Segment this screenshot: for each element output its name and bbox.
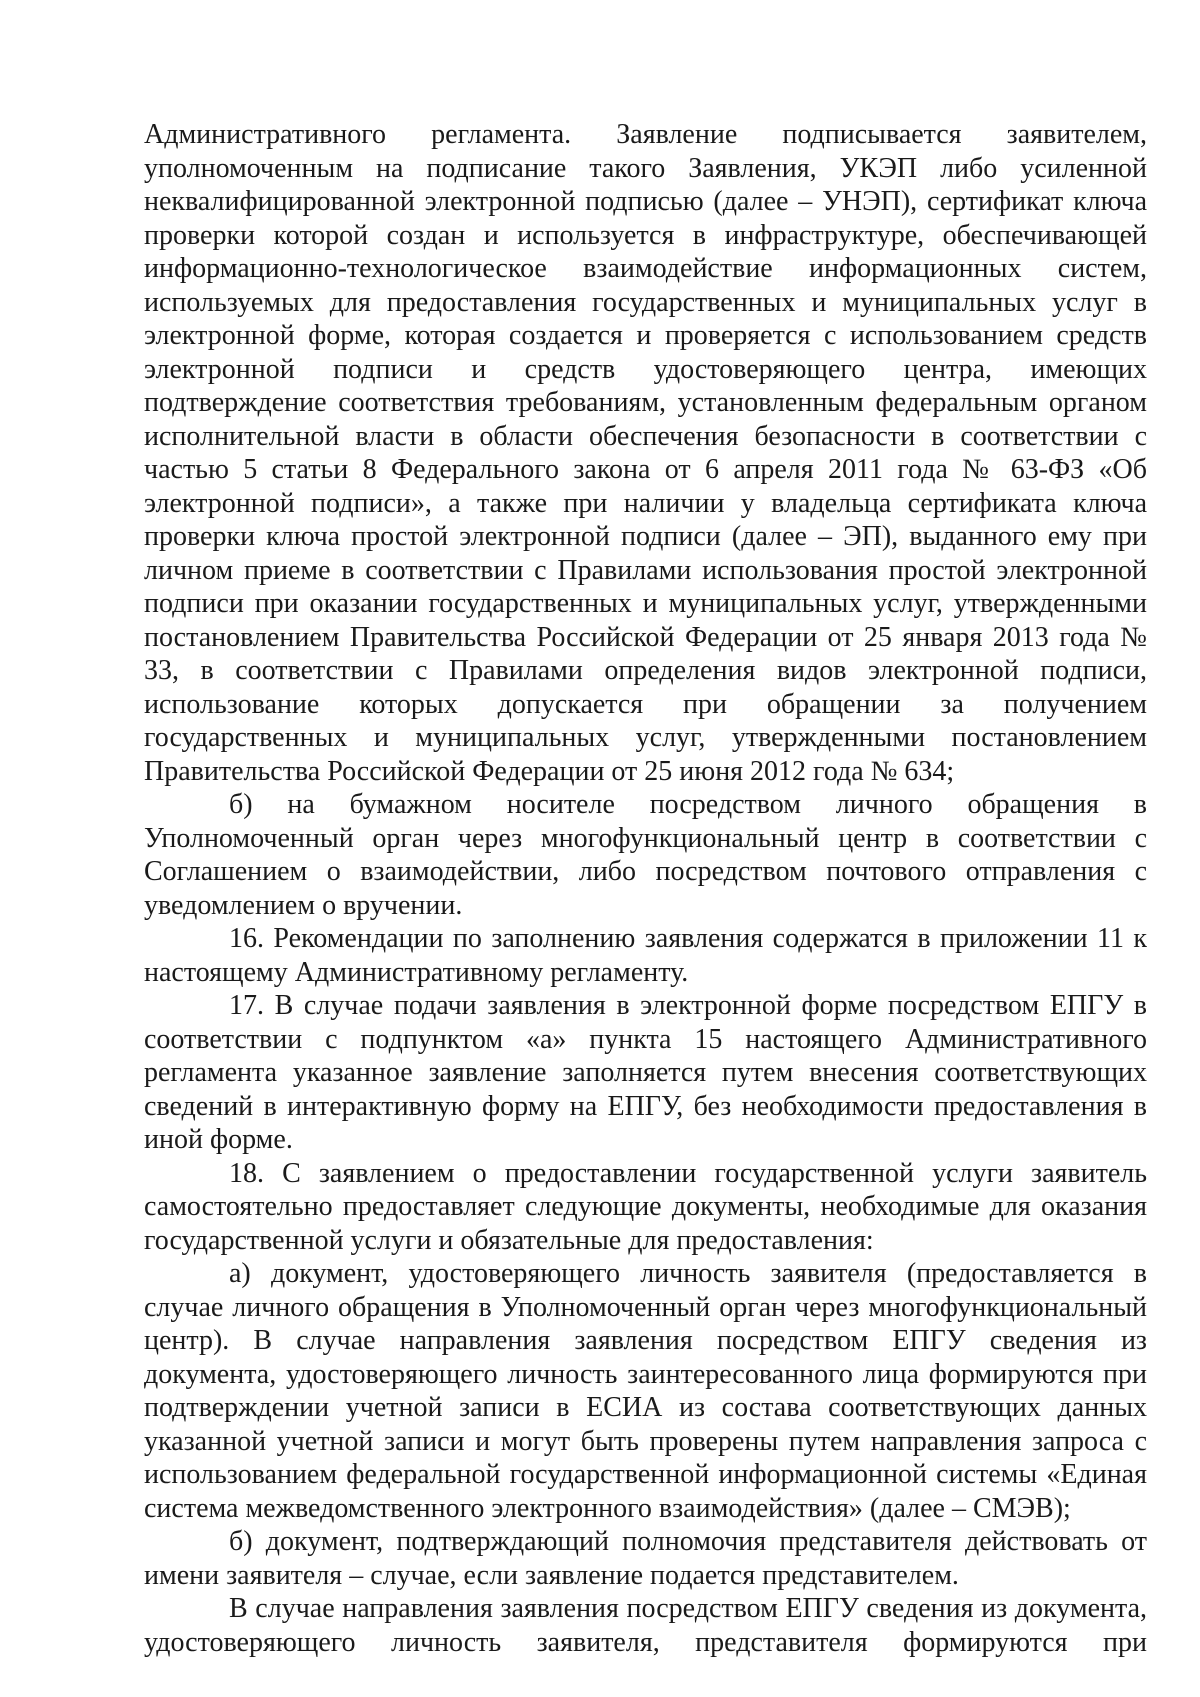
paragraph-18-required-documents: 18. С заявлением о предоставлении государственной услуги заявитель самостоятельно предоставляет следующие документы, необходимые для оказания государственной услуги и обязательные для предоставления: [144, 1157, 1147, 1256]
paragraph-epgu-identity-data: В случае направления заявления посредством ЕПГУ сведения из документа, удостоверяющего личность заявителя, представителя формируются при [144, 1593, 1147, 1658]
paragraph-regulation-signature: Административного регламента. Заявление подписывается заявителем, уполномоченным на подписание такого Заявления, УКЭП либо усиленной неквалифицированной электронной подписью (далее – УНЭП), сертификат ключа проверки которой создан и используется в инфраструктуре, обеспечивающей информационно-технологическое взаимодействие информационных систем, используемых для предоставления государственных и муниципальных услуг в электронной форме, которая создается и проверяется с использованием средств электронной подписи и средств удостоверяющего центра, имеющих подтверждение соответствия требованиям, установленным федеральным органом исполнительной власти в области обеспечения безопасности в соответствии с частью 5 статьи 8 Федерального закона от 6 апреля 2011 года № 63-ФЗ «Об электронной подписи», а также при наличии у владельца сертификата ключа проверки ключа простой электронной подписи (далее – ЭП), выданного ему при личном приеме в соответствии с Правилами использования простой электронной подписи при оказании государственных и муниципальных услуг, утвержденными постановлением Правительства Российской Федерации от 25 января 2013 года № 33, в соответствии с Правилами определения видов электронной подписи, использование которых допускается при обращении за получением государственных и муниципальных услуг, утвержденными постановлением Правительства Российской Федерации от 25 июня 2012 года № 634; [144, 119, 1147, 787]
paragraph-paper-submission: б) на бумажном носителе посредством личного обращения в Уполномоченный орган через многофункциональный центр в соответствии с Соглашением о взаимодействии, либо посредством почтового отправления с уведомлением о вручении. [144, 789, 1147, 921]
paragraph-16-recommendations: 16. Рекомендации по заполнению заявления содержатся в приложении 11 к настоящему Административному регламенту. [144, 923, 1147, 988]
paragraph-18a-identity-document: а) документ, удостоверяющего личность заявителя (предоставляется в случае личного обращения в Уполномоченный орган через многофункциональный центр). В случае направления заявления посредством ЕПГУ сведения из документа, удостоверяющего личность заинтересованного лица формируются при подтверждении учетной записи в ЕСИА из состава соответствующих данных указанной учетной записи и могут быть проверены путем направления запроса с использованием федеральной государственной информационной системы «Единая система межведомственного электронного взаимодействия» (далее – СМЭВ); [144, 1258, 1147, 1524]
paragraph-18b-authority-document: б) документ, подтверждающий полномочия представителя действовать от имени заявителя – случае, если заявление подается представителем. [144, 1526, 1147, 1591]
document-body [144, 118, 1147, 1659]
paragraph-17-electronic-form: 17. В случае подачи заявления в электронной форме посредством ЕПГУ в соответствии с подпунктом «а» пункта 15 настоящего Административного регламента указанное заявление заполняется путем внесения соответствующих сведений в интерактивную форму на ЕПГУ, без необходимости предоставления в иной форме. [144, 990, 1147, 1155]
